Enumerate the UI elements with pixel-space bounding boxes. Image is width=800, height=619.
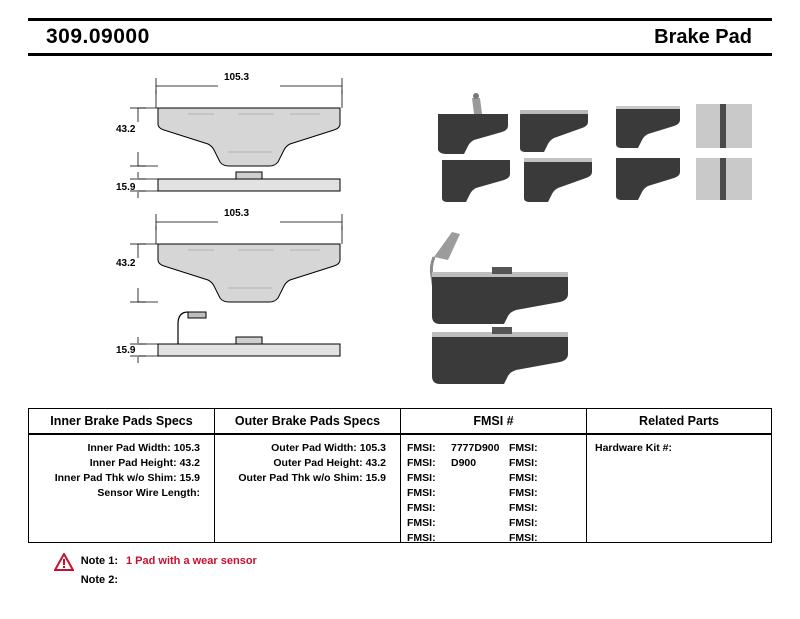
outer-pad-width-label: Outer Pad Width:	[271, 442, 357, 454]
warning-icon	[54, 553, 74, 571]
inner-pad-thk-value: 15.9	[179, 472, 200, 484]
fmsi-label: FMSI:	[509, 502, 538, 514]
table-row	[29, 486, 214, 501]
fmsi-label: FMSI:	[509, 487, 538, 499]
note-2	[28, 571, 772, 590]
document-header	[28, 18, 772, 56]
table-row	[215, 441, 400, 456]
fmsi-body	[401, 435, 586, 546]
fmsi-value: 7777D900	[451, 442, 500, 454]
outer-pad-height-label: Outer Pad Height:	[273, 457, 363, 469]
table-row	[29, 456, 214, 471]
inner-pad-width-label: Inner Pad Width:	[87, 442, 171, 454]
table-row	[401, 516, 586, 531]
note-1-value: 1 Pad with a wear sensor	[126, 555, 257, 567]
dim-top-pad-height: 43.2	[116, 124, 136, 135]
fmsi-label: FMSI:	[407, 532, 436, 544]
fmsi-value	[451, 471, 509, 486]
inner-pad-width-value: 105.3	[173, 442, 200, 454]
fmsi-label: FMSI:	[509, 517, 538, 529]
table-row	[587, 441, 771, 456]
brake-pad-photos	[412, 62, 772, 392]
outer-pad-thk-label: Outer Pad Thk w/o Shim:	[238, 472, 363, 484]
page-title: Brake Pad	[654, 25, 752, 48]
fmsi-label: FMSI:	[407, 502, 436, 514]
outer-pad-thk-value: 15.9	[365, 472, 386, 484]
related-parts-header: Related Parts	[587, 409, 771, 435]
inner-pad-thk-label: Inner Pad Thk w/o Shim:	[54, 472, 177, 484]
outer-pad-height-value: 43.2	[365, 457, 386, 469]
fmsi-label: FMSI:	[407, 517, 436, 529]
fmsi-label: FMSI:	[407, 442, 436, 454]
fmsi-label: FMSI:	[407, 487, 436, 499]
technical-line-drawing	[28, 62, 428, 392]
fmsi-label: FMSI:	[407, 472, 436, 484]
related-parts-column	[587, 409, 771, 542]
part-number: 309.09000	[46, 25, 150, 48]
dim-bottom-pad-height: 43.2	[116, 258, 136, 269]
table-row	[401, 501, 586, 516]
table-row	[401, 486, 586, 501]
inner-pad-height-value: 43.2	[179, 457, 200, 469]
outer-specs-header: Outer Brake Pads Specs	[215, 409, 400, 435]
inner-specs-header: Inner Brake Pads Specs	[29, 409, 214, 435]
related-parts-body	[587, 435, 771, 456]
inner-pad-height-label: Inner Pad Height:	[89, 457, 177, 469]
table-row	[29, 441, 214, 456]
specs-tables	[28, 408, 772, 543]
drawing-area	[28, 62, 772, 392]
outer-specs-body	[215, 435, 400, 486]
table-row	[215, 471, 400, 486]
fmsi-value	[451, 531, 509, 546]
table-row	[401, 441, 586, 456]
fmsi-column	[401, 409, 587, 542]
fmsi-label: FMSI:	[407, 457, 436, 469]
fmsi-label: FMSI:	[509, 532, 538, 544]
dim-bottom-pad-width: 105.3	[224, 208, 250, 219]
fmsi-value	[451, 501, 509, 516]
fmsi-value	[451, 486, 509, 501]
table-row	[401, 471, 586, 486]
fmsi-label: FMSI:	[509, 457, 538, 469]
inner-specs-body	[29, 435, 214, 501]
table-row	[215, 456, 400, 471]
sensor-wire-length-label: Sensor Wire Length:	[97, 487, 200, 499]
notes-section	[28, 552, 772, 590]
fmsi-header: FMSI #	[401, 409, 586, 435]
dim-top-pad-thickness: 15.9	[116, 182, 136, 193]
fmsi-value: D900	[451, 457, 477, 469]
fmsi-value	[451, 516, 509, 531]
note-1-label: Note 1:	[80, 555, 118, 567]
dim-top-pad-width: 105.3	[224, 72, 250, 83]
outer-pad-width-value: 105.3	[359, 442, 386, 454]
table-row	[401, 456, 586, 471]
dim-bottom-pad-thickness: 15.9	[116, 345, 136, 356]
fmsi-label: FMSI:	[509, 472, 538, 484]
inner-specs-column	[29, 409, 215, 542]
hardware-kit-label: Hardware Kit #:	[595, 442, 673, 454]
fmsi-label: FMSI:	[509, 442, 538, 454]
table-row	[401, 531, 586, 546]
outer-specs-column	[215, 409, 401, 542]
note-1	[28, 552, 772, 571]
table-row	[29, 471, 214, 486]
note-2-label: Note 2:	[80, 574, 118, 586]
